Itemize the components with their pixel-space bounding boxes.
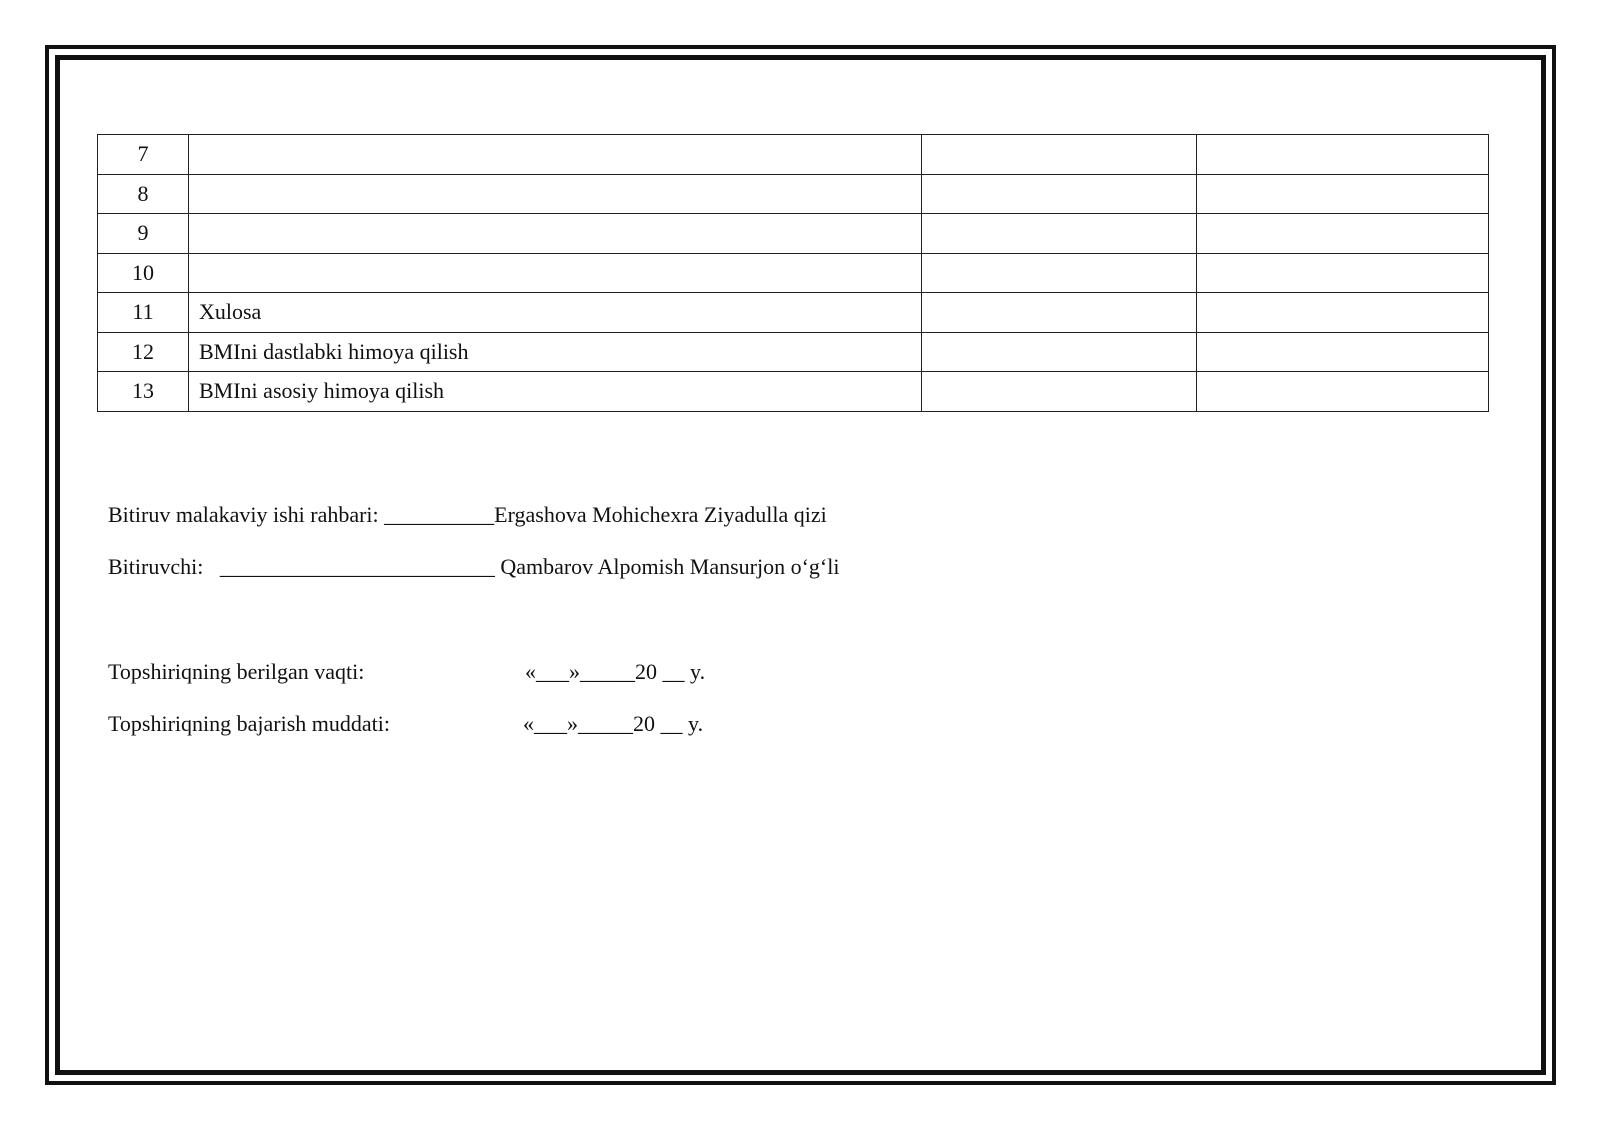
deadline-date-label: Topshiriqning bajarish muddati: (108, 711, 390, 736)
row-number: 9 (98, 214, 189, 254)
row-title: BMIni dastlabki himoya qilish (189, 332, 922, 372)
row-cell-empty (922, 332, 1197, 372)
row-cell-empty (922, 214, 1197, 254)
table-row (98, 214, 1489, 254)
row-title: Xulosa (189, 293, 922, 333)
row-cell-empty (1197, 372, 1489, 412)
student-signature-line: Bitiruvchi: _________________________ Qambarov Alpomish Mansurjon o‘g‘li (108, 554, 840, 579)
row-cell-empty (1197, 214, 1489, 254)
row-cell-empty (1197, 332, 1489, 372)
row-number: 10 (98, 253, 189, 293)
row-cell-empty (922, 293, 1197, 333)
row-number: 8 (98, 174, 189, 214)
table-row (98, 293, 1489, 333)
task-schedule-table (97, 134, 1489, 412)
row-title (189, 214, 922, 254)
row-title (189, 253, 922, 293)
table-row (98, 135, 1489, 175)
row-number: 11 (98, 293, 189, 333)
supervisor-signature-line: Bitiruv malakaviy ishi rahbari: __________Ergashova Mohichexra Ziyadulla qizi (108, 502, 827, 527)
row-title (189, 174, 922, 214)
row-title (189, 135, 922, 175)
deadline-date-value: «___»_____20 __ y. (523, 711, 704, 736)
row-cell-empty (1197, 253, 1489, 293)
row-number: 13 (98, 372, 189, 412)
row-cell-empty (922, 135, 1197, 175)
row-title: BMIni asosiy himoya qilish (189, 372, 922, 412)
issued-date-value: «___»_____20 __ y. (525, 659, 706, 684)
row-cell-empty (1197, 293, 1489, 333)
row-cell-empty (1197, 174, 1489, 214)
row-cell-empty (922, 372, 1197, 412)
row-number: 7 (98, 135, 189, 175)
row-cell-empty (1197, 135, 1489, 175)
table-row (98, 332, 1489, 372)
table-row (98, 253, 1489, 293)
row-cell-empty (922, 253, 1197, 293)
row-cell-empty (922, 174, 1197, 214)
table-row (98, 372, 1489, 412)
row-number: 12 (98, 332, 189, 372)
issued-date-label: Topshiriqning berilgan vaqti: (108, 659, 365, 684)
table-row (98, 174, 1489, 214)
